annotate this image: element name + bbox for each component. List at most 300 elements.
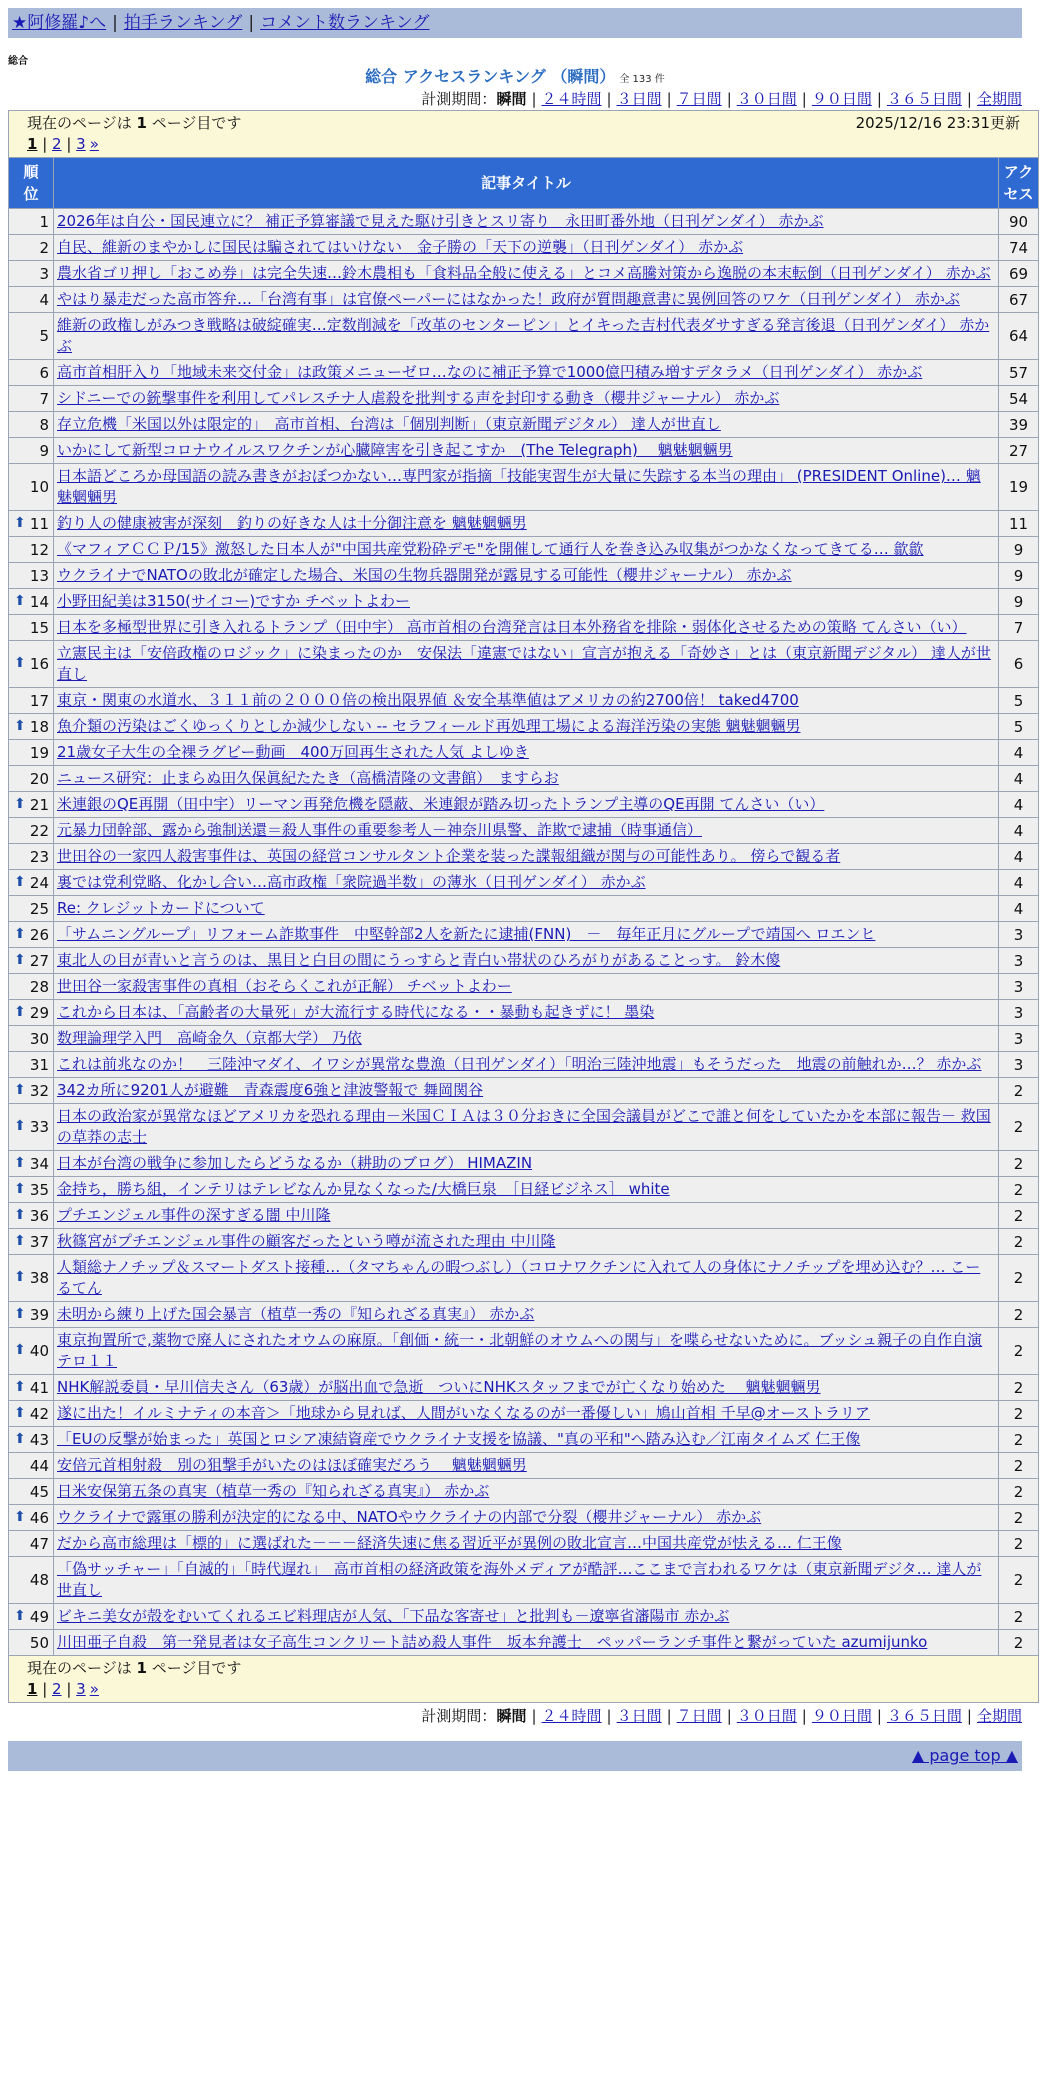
table-row [9,235,1039,261]
page-info-bottom-row [9,1656,1039,1703]
title-cell [54,974,999,1000]
access-count: 2 [999,1104,1039,1151]
access-count: 2 [999,1078,1039,1104]
arrow-up-icon: ⬆ [14,795,26,812]
article-link[interactable]: 「偽サッチャー」「自滅的」「時代遅れ」 高市首相の経済政策を海外メディアが酷評…ここまで言われるワケは（東京新聞デジタ… 達人が世直し [57,1560,982,1599]
title-cell [54,792,999,818]
rank-number: 26 [29,925,49,944]
title-cell [54,412,999,438]
title-cell [54,261,999,287]
rank-number: 8 [39,415,49,434]
rank-number: 13 [29,566,49,585]
table-row [9,740,1039,766]
article-link[interactable]: 世田谷の一家四人殺害事件は、英国の経営コンサルタント企業を装った諜報組織が関与の可能性あり。 傍らで観る者 [57,847,841,865]
footer-bar [8,1741,1022,1771]
bottom-period-link-1[interactable]: ３日間 [616,1707,662,1725]
nav-separator: | [112,13,118,33]
arrow-up-icon: ⬆ [14,1342,26,1358]
rank-cell [9,1401,54,1427]
rank-cell [9,1604,54,1630]
access-count: 2 [999,1453,1039,1479]
article-link[interactable]: 東北人の目が青いと言うのは、黒目と白目の間にうっすらと青白い帯状のひろがりがあることっす。 鈴木傻 [57,951,781,969]
article-link[interactable]: ウクライナで露軍の勝利が決定的になる中、NATOやウクライナの内部で分裂（櫻井ジャーナル） 赤かぶ [57,1508,762,1526]
rank-number: 32 [29,1081,49,1100]
current-page-text [27,1658,241,1678]
title-header: 記事タイトル [54,158,999,209]
period-current: 瞬間 [496,90,527,108]
arrow-up-icon: ⬆ [14,1206,26,1223]
table-row [9,1078,1039,1104]
period-current: 瞬間 [496,1707,527,1725]
access-count: 3 [999,948,1039,974]
rank-cell [9,1177,54,1203]
article-link[interactable]: 世田谷一家殺害事件の真相（おそらくこれが正解） チベットよわー [57,977,512,995]
access-count: 6 [999,641,1039,688]
article-link[interactable]: ビキニ美女が殻をむいてくれるエビ料理店が人気、「下品な客寄せ」と批判も－遼寧省瀋陽市 赤かぶ [57,1607,730,1625]
table-row [9,1203,1039,1229]
pagination [27,133,1020,155]
period-separator: | [531,1707,537,1725]
access-count: 5 [999,688,1039,714]
home-link[interactable]: ★阿修羅♪へ [12,13,107,33]
rank-number: 5 [39,327,49,345]
table-row [9,1505,1039,1531]
top-period-link-2[interactable]: ７日間 [676,90,722,108]
rank-cell [9,1052,54,1078]
clap-ranking-link[interactable]: 拍手ランキング [123,13,243,33]
period-label: 計測期間： [421,90,497,108]
page-info-row [27,113,1020,133]
page-info-top [9,111,1039,158]
rank-cell [9,1026,54,1052]
title-cell [54,1479,999,1505]
article-link[interactable]: NHK解説委員・早川信夫さん（63歳）が脳出血で急逝 ついにNHKスタッフまでが亡くなり始めた 魑魅魍魎男 [57,1378,821,1396]
page-text-after: ページ目です [146,1659,242,1677]
rank-number: 17 [29,691,49,710]
article-link[interactable]: 安倍元首相射殺 別の狙撃手がいたのはほぼ確実だろう 魑魅魍魎男 [57,1456,527,1474]
access-count: 2 [999,1630,1039,1656]
rank-number: 39 [29,1305,49,1324]
comment-ranking-link[interactable]: コメント数ランキング [260,13,430,33]
title-cell [54,766,999,792]
table-row [9,1177,1039,1203]
title-cell [54,1026,999,1052]
rank-number: 25 [29,899,49,918]
page-link-3[interactable]: 3 [76,135,86,153]
arrow-up-icon: ⬆ [14,873,26,890]
title-cell [54,1229,999,1255]
title-cell [54,844,999,870]
article-link[interactable]: 農水省ゴリ押し「おこめ券」は完全失速…鈴木農相も「食料品全般に使える」とコメ高騰対策から逸脱の本末転倒（日刊ゲンダイ） 赤かぶ [57,264,991,282]
title-cell [54,1453,999,1479]
article-link[interactable]: 川田亜子自殺 第一発見者は女子高生コンクリート詰め殺人事件 坂本弁護士 ペッパーランチ事件と繋がっていた azumijunko [57,1633,928,1651]
article-link[interactable]: 342カ所に9201人が避難 青森震度6強と津波警報で 舞岡関谷 [57,1081,484,1099]
table-row [9,1328,1039,1375]
title-cell [54,818,999,844]
rank-number: 30 [29,1029,49,1048]
arrow-up-icon: ⬆ [14,655,26,671]
access-count: 3 [999,974,1039,1000]
table-row [9,563,1039,589]
table-row [9,792,1039,818]
article-link[interactable]: いかにして新型コロナウイルスワクチンが心臓障害を引き起こすか (The Telegraph) 魑魅魍魎男 [57,441,733,459]
pagination [27,1678,1020,1700]
access-count: 9 [999,589,1039,615]
title-cell [54,1557,999,1604]
rank-cell [9,792,54,818]
article-link[interactable]: 金持ち，勝ち組，インテリはテレビなんか見なくなった/大橋巨泉 ［日経ビジネス］ white [57,1180,670,1198]
rank-cell [9,1151,54,1177]
table-row [9,1453,1039,1479]
rank-number: 22 [29,821,49,840]
rank-number: 11 [29,514,49,533]
page-info-row [27,1658,1020,1678]
table-row [9,1630,1039,1656]
access-count: 2 [999,1427,1039,1453]
access-count: 57 [999,360,1039,386]
access-count: 4 [999,870,1039,896]
rank-cell [9,1203,54,1229]
rank-number: 14 [29,592,49,611]
access-count: 2 [999,1328,1039,1375]
article-link[interactable]: プチエンジェル事件の深すぎる闇 中川隆 [57,1206,331,1224]
article-link[interactable]: シドニーでの銃撃事件を利用してパレスチナ人虐殺を批判する声を封印する動き（櫻井ジャーナル） 赤かぶ [57,389,780,407]
table-row [9,1557,1039,1604]
article-link[interactable]: 米連銀のQE再開（田中宇）リーマン再発危機を隠蔽、米連銀が踏み切ったトランプ主導のQE再開 てんさい（い） [57,795,825,813]
title-cell [54,1401,999,1427]
access-count: 3 [999,1026,1039,1052]
period-selector-top [8,88,1022,110]
rank-cell [9,740,54,766]
period-separator: | [606,1707,612,1725]
article-link[interactable]: 自民、維新のまやかしに国民は騙されてはいけない 金子勝の「天下の逆襲」（日刊ゲンダイ） 赤かぶ [57,238,744,256]
title-cell [54,896,999,922]
table-row [9,1255,1039,1302]
rank-cell [9,641,54,688]
rank-cell [9,1427,54,1453]
arrow-up-icon: ⬆ [14,1081,26,1098]
top-nav-bar [8,8,1022,38]
rank-cell [9,948,54,974]
article-link[interactable]: 未明から練り上げた国会暴言（植草一秀の『知られざる真実』） 赤かぶ [57,1305,535,1323]
title-cell [54,641,999,688]
rank-cell [9,537,54,563]
article-link[interactable]: 東京拘置所で,薬物で廃人にされたオウムの麻原。「創価・統一・北朝鮮のオウムへの関与」を喋らせないために。ブッシュ親子の自作自演テロ１１ [57,1331,983,1370]
rank-cell [9,615,54,641]
article-link[interactable]: 裏では党利党略、化かし合い…高市政権「衆院過半数」の薄氷（日刊ゲンダイ） 赤かぶ [57,873,646,891]
article-link[interactable]: 立憲民主は「安倍政権のロジック」に染まったのか 安保法「違憲ではない」宣言が抱える「奇妙さ」とは（東京新聞デジタル） 達人が世直し [57,644,991,683]
table-row [9,615,1039,641]
rank-cell [9,896,54,922]
title-cell [54,1203,999,1229]
article-link[interactable]: 日本語どころか母国語の読み書きがおぼつかない…専門家が指摘「技能実習生が大量に失踪する本当の理由」 (PRESIDENT Online)… 魑魅魍魎男 [57,467,981,506]
period-selector-bottom [8,1705,1022,1727]
title-cell [54,1604,999,1630]
article-link[interactable]: 遂に出た！イルミナティの本音＞「地球から見れば、人間がいなくなるのが一番優しい」鳩山首相 千早@オーストラリア [57,1404,870,1422]
page-text-before: 現在のページは [27,114,137,132]
title-cell [54,438,999,464]
page-separator: | [37,135,53,153]
access-count: 7 [999,615,1039,641]
arrow-up-icon: ⬆ [14,1232,26,1249]
access-count: 9 [999,563,1039,589]
article-link[interactable]: 「サムニングループ」リフォーム詐欺事件 中堅幹部2人を新たに逮捕(FNN) － 毎年正月にグループで靖国へ ロエンヒ [57,925,876,943]
period-separator: | [666,90,672,108]
title-cell [54,386,999,412]
article-link[interactable]: 釣り人の健康被害が深刻 釣りの好きな人は十分御注意を 魑魅魍魎男 [57,514,527,532]
rank-cell [9,261,54,287]
title-cell [54,1302,999,1328]
access-count: 90 [999,209,1039,235]
rank-cell [9,313,54,360]
period-separator: | [966,1707,972,1725]
rank-number: 45 [29,1482,49,1501]
page-info-bottom [9,1656,1039,1703]
article-link[interactable]: 魚介類の汚染はごくゆっくりとしか減少しない -- セラフィールド再処理工場による海洋汚染の実態 魑魅魍魎男 [57,717,801,735]
arrow-up-icon: ⬆ [14,1508,26,1525]
rank-cell [9,1000,54,1026]
title-cell [54,589,999,615]
current-page-number: 1 [136,114,147,132]
current-page-text [27,113,241,133]
article-link[interactable]: 高市首相肝入り「地域未来交付金」は政策メニューゼロ…なのに補正予算で1000億円積み増すデタラメ（日刊ゲンダイ） 赤かぶ [57,363,923,381]
rank-number: 6 [39,363,49,382]
access-count: 4 [999,792,1039,818]
rank-number: 33 [29,1118,49,1136]
rank-number: 18 [29,717,49,736]
table-row [9,360,1039,386]
access-count: 3 [999,922,1039,948]
table-row [9,1531,1039,1557]
table-row [9,922,1039,948]
rank-cell [9,209,54,235]
article-link[interactable]: 秋篠宮がプチエンジェル事件の顧客だったという噂が流された理由 中川隆 [57,1232,556,1250]
article-link[interactable]: 「EUの反撃が始まった」英国とロシア凍結資産でウクライナ支援を協議、"真の平和"へ踏み込む／江南タイムズ 仁王像 [57,1430,861,1448]
next-page-link[interactable]: » [89,135,99,153]
page-separator: | [61,1680,77,1698]
article-link[interactable]: これから日本は、「高齢者の大量死」が大流行する時代になる・・暴動も起きずに！ 墨染 [57,1003,655,1021]
rank-number: 1 [39,212,49,231]
page-link-2[interactable]: 2 [52,135,62,153]
article-link[interactable]: 日本を多極型世界に引き入れるトランプ（田中宇） 高市首相の台湾発言は日本外務省を排除・弱体化させるための策略 てんさい（い） [57,618,967,636]
article-link[interactable]: 数理論理学入門 高崎金久（京都大学） 乃依 [57,1029,362,1047]
table-row [9,386,1039,412]
rank-number: 28 [29,977,49,996]
access-count: 2 [999,1401,1039,1427]
rank-header: 順位 [9,158,54,209]
article-link[interactable]: これは前兆なのか！ 三陸沖マダイ、イワシが異常な豊漁（日刊ゲンダイ）「明治三陸沖地震」もそうだった 地震の前触れか…？ 赤かぶ [57,1055,982,1073]
ranking-table [8,110,1039,1703]
bottom-period-link-0[interactable]: ２４時間 [541,1707,602,1725]
bottom-period-link-5[interactable]: ３６５日間 [886,1707,962,1725]
total-count: 全 133 件 [619,74,665,85]
rank-cell [9,464,54,511]
title-cell [54,1177,999,1203]
period-separator: | [531,90,537,108]
table-row [9,1604,1039,1630]
arrow-up-icon: ⬆ [14,925,26,942]
table-row [9,1000,1039,1026]
table-row [9,818,1039,844]
title-cell [54,922,999,948]
article-link[interactable]: 日本が台湾の戦争に参加したらどうなるか（耕助のブログ） HIMAZIN [57,1154,533,1172]
access-count: 2 [999,1177,1039,1203]
article-link[interactable]: Re: クレジットカードについて [57,899,265,917]
access-count: 2 [999,1604,1039,1630]
current-page-number: 1 [136,1659,147,1677]
access-count: 9 [999,537,1039,563]
table-row [9,948,1039,974]
arrow-up-icon: ⬆ [14,1118,26,1134]
title-cell [54,1078,999,1104]
table-header-row [9,158,1039,209]
rank-cell [9,1104,54,1151]
access-count: 11 [999,511,1039,537]
rank-cell [9,1375,54,1401]
article-link[interactable]: 小野田紀美は3150(サイコー)ですか チベットよわー [57,592,410,610]
title-cell [54,1375,999,1401]
table-row [9,313,1039,360]
table-row [9,589,1039,615]
arrow-up-icon: ⬆ [14,951,26,968]
article-link[interactable]: 日本の政治家が異常なほどアメリカを恐れる理由－米国ＣＩＡは３０分おきに全国会議員がどこで誰と何をしていたかを本部に報告－ 救国の草莽の志士 [57,1107,991,1146]
article-link[interactable]: ニュース研究：止まらぬ田久保眞紀たたき（高橋清隆の文書館） ますらお [57,769,559,787]
bottom-period-link-2[interactable]: ７日間 [676,1707,722,1725]
top-period-link-0[interactable]: ２４時間 [541,90,602,108]
rank-number: 16 [29,655,49,673]
rank-number: 29 [29,1003,49,1022]
article-link[interactable]: 存立危機「米国以外は限定的」 高市首相、台湾は「個別判断」（東京新聞デジタル） 達人が世直し [57,415,721,433]
top-period-link-6[interactable]: 全期間 [976,90,1022,108]
page-separator: | [61,135,77,153]
top-period-link-4[interactable]: ９０日間 [811,90,872,108]
article-link[interactable]: 維新の政権しがみつき戦略は破綻確実…定数削減を「改革のセンターピン」とイキった吉村代表ダサすぎる発言後退（日刊ゲンダイ） 赤かぶ [57,316,990,355]
rank-number: 4 [39,290,49,309]
rank-cell [9,1557,54,1604]
title-cell [54,511,999,537]
rank-number: 40 [29,1342,49,1360]
article-link[interactable]: 2026年は自公・国民連立に？ 補正予算審議で見えた駆け引きとスリ寄り 永田町番外地（日刊ゲンダイ） 赤かぶ [57,212,824,230]
title-cell [54,740,999,766]
article-link[interactable]: 日米安保第五条の真実（植草一秀の『知られざる真実』） 赤かぶ [57,1482,490,1500]
article-link[interactable]: やはり暴走だった高市答弁…「台湾有事」は官僚ペーパーにはなかった！政府が質問趣意書に異例回答のワケ（日刊ゲンダイ） 赤かぶ [57,290,960,308]
title-cell [54,1052,999,1078]
top-period-link-5[interactable]: ３６５日間 [886,90,962,108]
title-cell [54,1104,999,1151]
title-cell [54,563,999,589]
arrow-up-icon: ⬆ [14,1305,26,1322]
rank-number: 19 [29,743,49,762]
page-text-after: ページ目です [146,114,242,132]
bottom-period-link-4[interactable]: ９０日間 [811,1707,872,1725]
rank-cell [9,688,54,714]
top-period-link-3[interactable]: ３０日間 [736,90,797,108]
rank-cell [9,1302,54,1328]
table-row [9,641,1039,688]
access-count: 2 [999,1302,1039,1328]
rank-number: 34 [29,1154,49,1173]
access-count: 2 [999,1505,1039,1531]
rank-number: 48 [29,1571,49,1589]
access-count: 4 [999,844,1039,870]
table-row [9,1375,1039,1401]
rank-cell [9,438,54,464]
arrow-up-icon: ⬆ [14,717,26,734]
title-cell [54,948,999,974]
title-cell [54,615,999,641]
article-link[interactable]: 元暴力団幹部、露から強制送還＝殺人事件の重要参考人－神奈川県警、詐欺で逮捕（時事通信） [57,821,703,839]
rank-number: 10 [29,478,49,496]
title-cell [54,714,999,740]
article-link[interactable]: 《マフィアＣＣＰ/15》激怒した日本人が"中国共産党粉砕デモ"を開催して通行人を巻き込み収集がつかなくなってきてる… 歙歙 [57,540,924,558]
article-link[interactable]: 21歳女子大生の全裸ラグビー動画 400万回再生された人気 よしゆき [57,743,529,761]
rank-number: 20 [29,769,49,788]
rank-cell [9,766,54,792]
access-count: 2 [999,1255,1039,1302]
article-link[interactable]: 東京・関東の水道水、３１１前の２０００倍の検出限界値 ＆安全基準値はアメリカの約2700倍！ taked4700 [57,691,799,709]
rank-cell [9,511,54,537]
title-cell [54,1000,999,1026]
rank-number: 23 [29,847,49,866]
page-link-3[interactable]: 3 [76,1680,86,1698]
title-cell [54,287,999,313]
article-link[interactable]: だから高市総理は「標的」に選ばれた－－－経済失速に焦る習近平が異例の敗北宣言…中国共産党が怯える… 仁王像 [57,1534,842,1552]
rank-cell [9,1531,54,1557]
table-row [9,261,1039,287]
access-count: 69 [999,261,1039,287]
rank-number: 36 [29,1206,49,1225]
arrow-up-icon: ⬆ [14,1404,26,1421]
access-count: 2 [999,1375,1039,1401]
ranking-title: 総合 アクセスランキング （瞬間） [365,67,616,86]
rank-number: 38 [29,1269,49,1287]
access-count: 74 [999,235,1039,261]
access-count: 4 [999,818,1039,844]
page-top-link[interactable]: ▲ page top ▲ [911,1746,1018,1765]
period-separator: | [726,90,732,108]
rank-cell [9,386,54,412]
table-row [9,1104,1039,1151]
page-link-2[interactable]: 2 [52,1680,62,1698]
rank-cell [9,714,54,740]
bottom-period-link-3[interactable]: ３０日間 [736,1707,797,1725]
next-page-link[interactable]: » [89,1680,99,1698]
title-cell [54,537,999,563]
rank-cell [9,287,54,313]
table-row [9,1479,1039,1505]
period-separator: | [606,90,612,108]
access-count: 3 [999,1052,1039,1078]
title-cell [54,1151,999,1177]
period-separator: | [801,1707,807,1725]
arrow-up-icon: ⬆ [14,1378,26,1395]
article-link[interactable]: 人類総ナノチップ＆スマートダスト接種…（タマちゃんの暇つぶし）（コロナワクチンに入れて人の身体にナノチップを埋め込む？… こーるてん [57,1258,981,1297]
rank-cell [9,870,54,896]
rank-cell [9,235,54,261]
bottom-period-link-6[interactable]: 全期間 [976,1707,1022,1725]
title-cell [54,870,999,896]
rank-number: 35 [29,1180,49,1199]
title-cell [54,1531,999,1557]
rank-number: 9 [39,441,49,460]
rank-cell [9,1078,54,1104]
arrow-up-icon: ⬆ [14,1003,26,1020]
top-period-link-1[interactable]: ３日間 [616,90,662,108]
article-link[interactable]: ウクライナでNATOの敗北が確定した場合、米国の生物兵器開発が露見する可能性（櫻井ジャーナル） 赤かぶ [57,566,792,584]
table-row [9,1151,1039,1177]
period-separator: | [726,1707,732,1725]
updated-timestamp: 2025/12/16 23:31更新 [855,114,1021,132]
